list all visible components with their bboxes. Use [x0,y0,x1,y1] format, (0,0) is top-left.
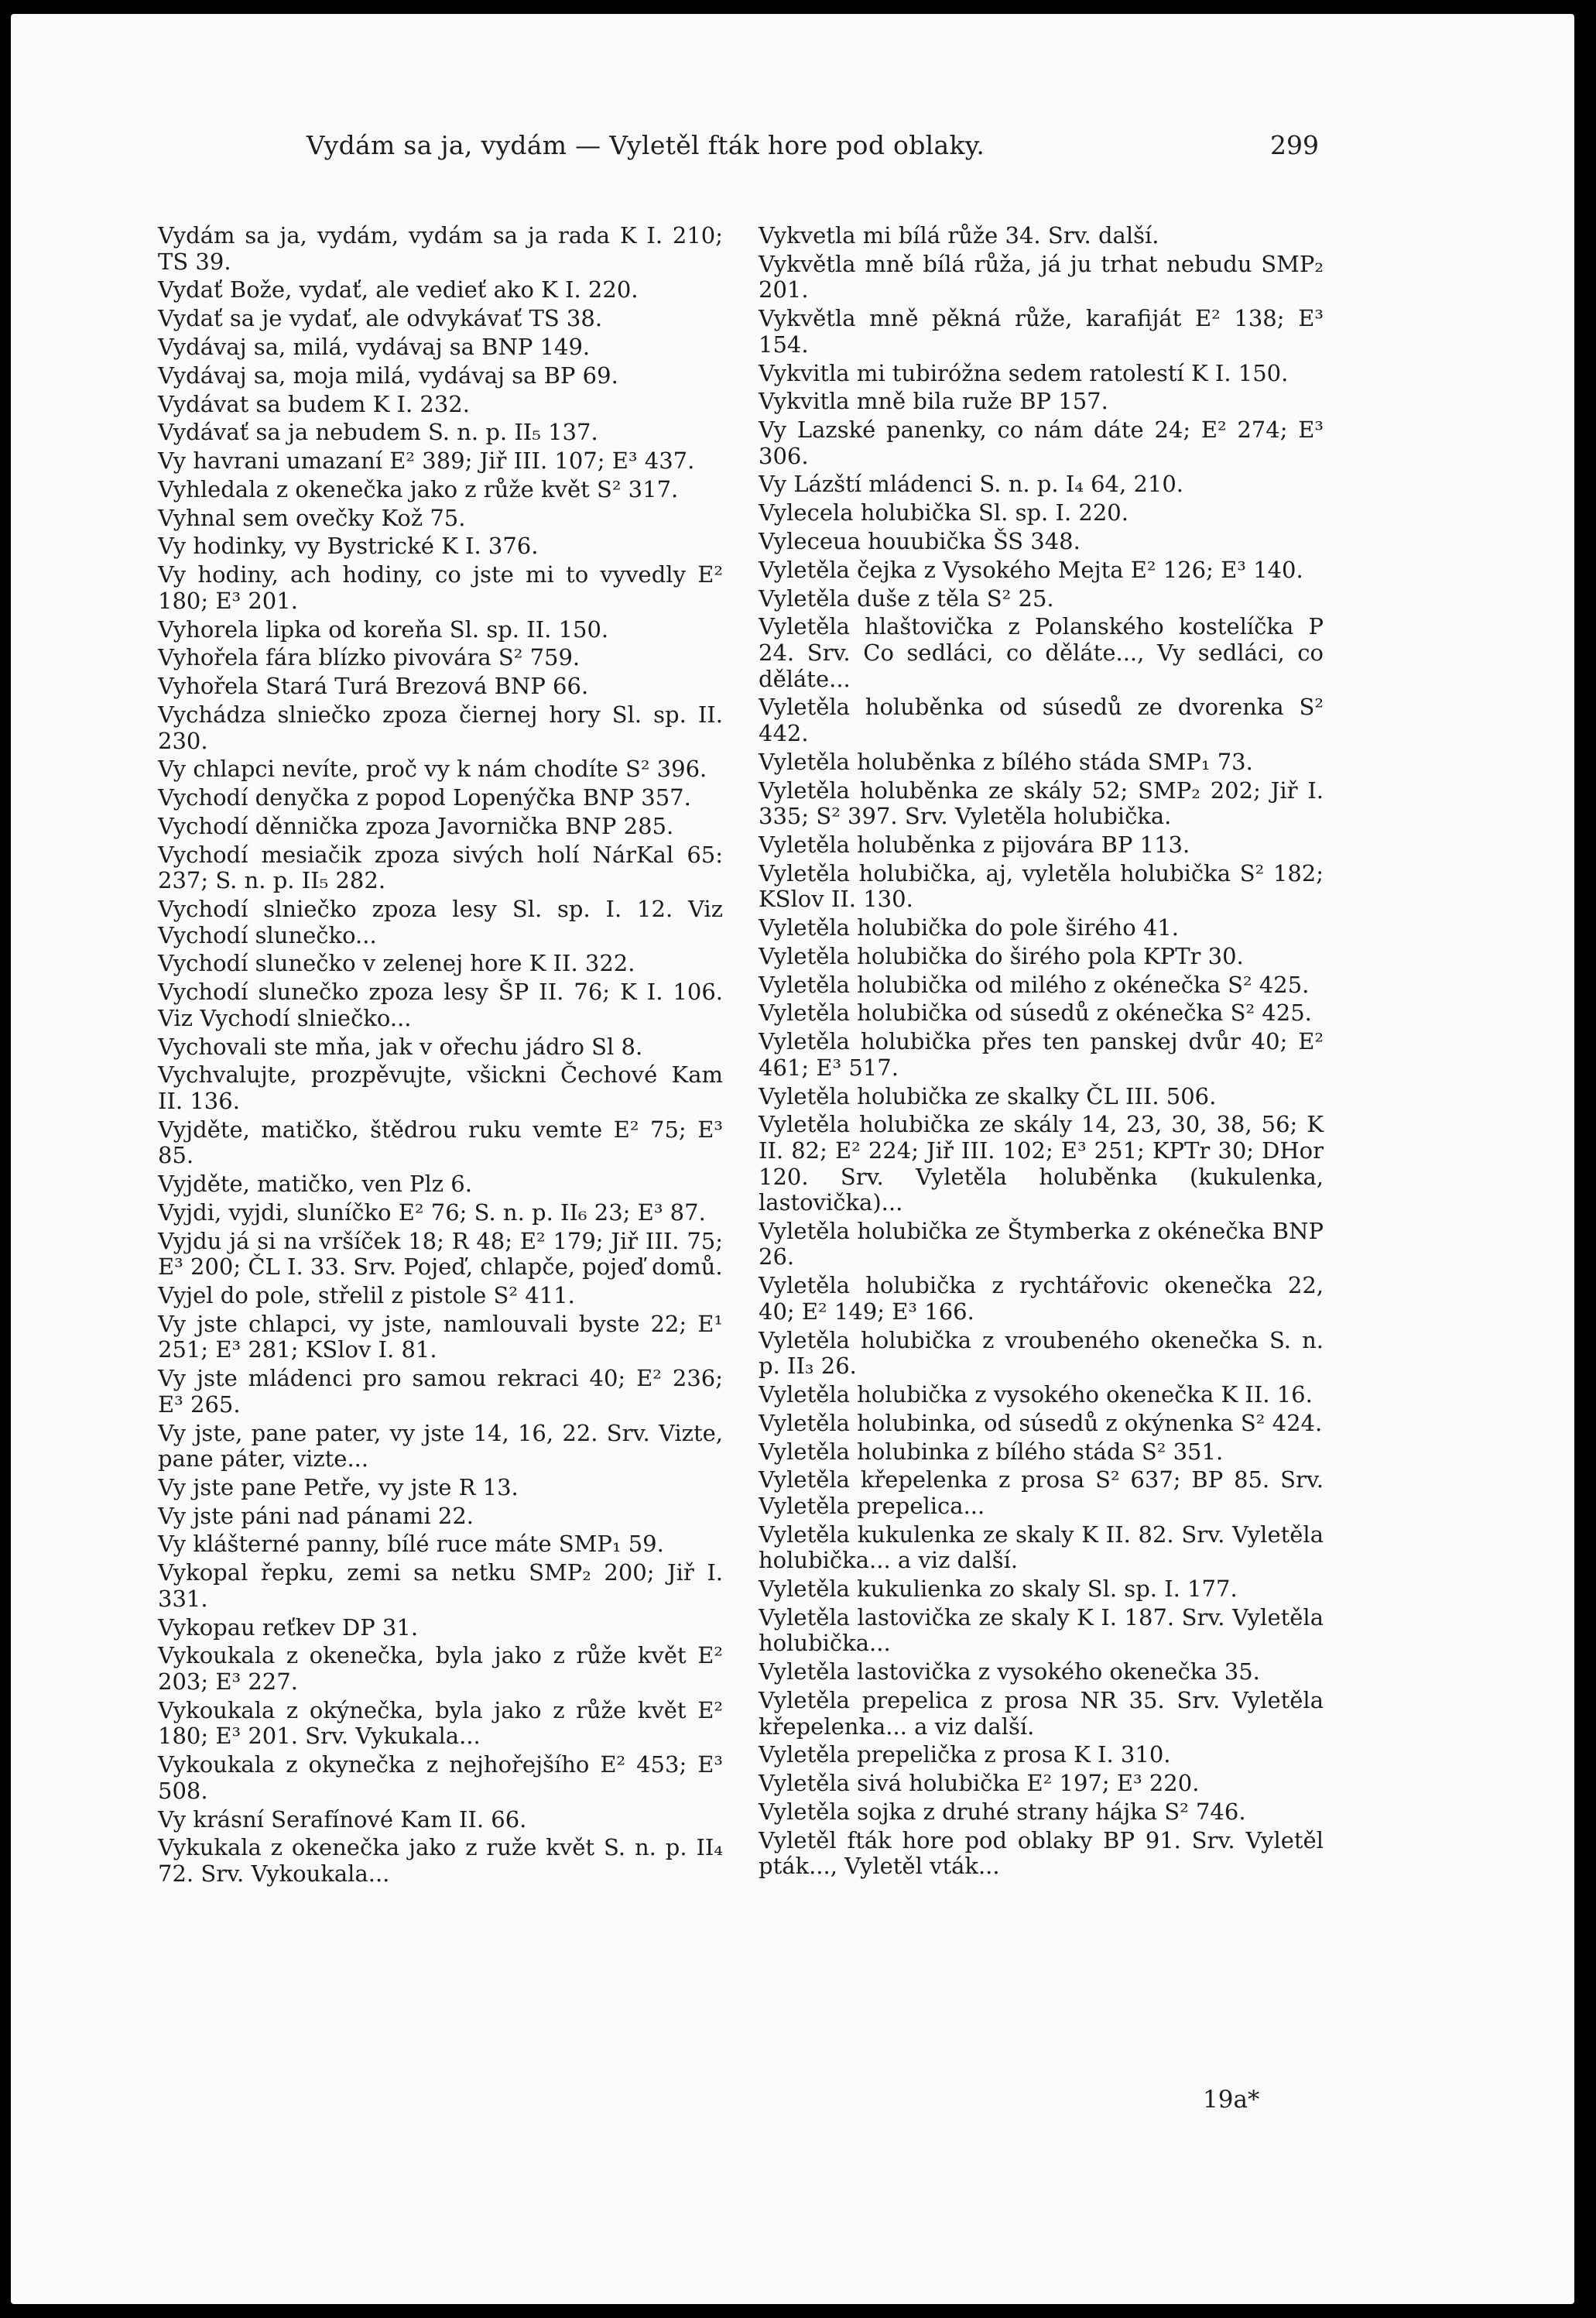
index-entry: Vyletěla holubička od milého z okénečka S² 425. [759,971,1310,998]
index-entry: Vy krásní Serafínové Kam II. 66. [158,1805,527,1833]
index-entry: Vyletěla holuběnka z bílého stáda SMP₁ 73. [759,748,1253,775]
index-entry: Vykvětla mně pěkná růže, karafiját E² 138; E³ 154. [759,305,1324,358]
index-entry: Vykvitla mně bila ruže BP 157. [759,388,1108,415]
index-entry: Vyjděte, matičko, ven Plz 6. [158,1171,472,1198]
index-entry: Vyletěla kukulenka ze skaly K II. 82. Srv. Vyletěla holubička... a viz další. [759,1521,1324,1574]
index-entry: Vyletěla holubinka, od súsedů z okýnenka S² 424. [759,1409,1323,1436]
index-entry: Vychovali ste mňa, jak v ořechu jádro Sl 8. [158,1033,643,1060]
index-entry: Vy hodiny, ach hodiny, co jste mi to vyvedly E² 180; E³ 201. [158,561,723,614]
index-entry: Vyletěla holubička, aj, vyletěla holubička S² 182; KSlov II. 130. [759,859,1324,913]
index-entry: Vydávat sa budem K I. 232. [158,390,470,417]
index-entry: Vykvětla mně bílá růža, já ju trhat nebudu SMP₂ 201. [759,250,1324,303]
index-entry: Vyletěla holuběnka od súsedů ze dvorenka S² 442. [759,694,1324,746]
index-entry: Vy jste páni nad pánami 22. [158,1502,474,1529]
index-entry: Vychodí denyčka z popod Lopenýčka BNP 357. [158,784,691,811]
index-entry: Vy jste chlapci, vy jste, namlouvali byste 22; E¹ 251; E³ 281; KSlov I. 81. [158,1310,723,1363]
index-entry: Vyletěla sivá holubička E² 197; E³ 220. [759,1770,1200,1797]
index-entry: Vykvitla mi tubiróžna sedem ratolestí K I. 150. [759,359,1289,386]
index-entry: Vy chlapci nevíte, proč vy k nám chodíte S² 396. [158,756,707,783]
index-entry: Vyletěla holuběnka ze skály 52; SMP₂ 202; Jiř I. 335; S² 397. Srv. Vyletěla holubička. [759,777,1324,830]
index-entry: Vyleceua houubička ŠS 348. [759,528,1081,555]
index-entry: Vydať sa je vydať, ale odvykávať TS 38. [158,305,603,332]
index-entry: Vyhořela fára blízko pivovára S² 759. [158,644,581,671]
index-entry: Vyletěl fták hore pod oblaky BP 91. Srv. Vyletěl pták..., Vyletěl vták... [759,1826,1324,1880]
index-entry: Vy jste mládenci pro samou rekraci 40; E² 236; E³ 265. [158,1365,723,1418]
index-entry: Vyjdu já si na vršíček 18; R 48; E² 179; Jiř III. 75; E³ 200; ČL I. 33. Srv. Pojeď, chlapče, pojeď domů. [158,1227,723,1281]
right-column [759,223,1324,1882]
index-entry: Vy jste, pane pater, vy jste 14, 16, 22. Srv. Vizte, pane páter, vizte... [158,1419,723,1473]
index-entry: Vyhořela Stará Turá Brezová BNP 66. [158,673,589,700]
index-entry: Vydávaj sa, moja milá, vydávaj sa BP 69. [158,362,618,389]
index-entry: Vyjel do pole, střelil z pistole S² 411. [158,1282,575,1308]
index-entry: Vykopal řepku, zemi sa netku SMP₂ 200; Jiř I. 331. [158,1559,723,1612]
index-entry: Vykvetla mi bílá růže 34. Srv. další. [759,222,1159,249]
index-entry: Vyletěla holubička od súsedů z okénečka S² 425. [759,1000,1312,1027]
index-entry: Vy hodinky, vy Bystrické K I. 376. [158,533,539,560]
index-entry: Vylecela holubička Sl. sp. I. 220. [759,499,1129,526]
index-entry: Vyletěla holuběnka z pijovára BP 113. [759,831,1190,858]
index-entry: Vy jste pane Petře, vy jste R 13. [158,1473,519,1500]
index-entry: Vyletěla holubička do pole širého 41. [759,914,1180,941]
index-entry: Vyletěla prepelica z prosa NR 35. Srv. Vyletěla křepelenka... a viz další. [759,1687,1324,1740]
index-entry: Vyletěla holubička přes ten panskej dvůr 40; E² 461; E³ 517. [759,1028,1324,1081]
index-entry: Vyletěla lastovička ze skaly K I. 187. Srv. Vyletěla holubička... [759,1603,1324,1657]
index-entry: Vychodí mesiačik zpoza sivých holí NárKal 65: 237; S. n. p. II₅ 282. [158,841,723,894]
index-entry: Vyletěla holubička z vroubeného okenečka S. n. p. II₃ 26. [759,1326,1324,1380]
index-entry: Vydať Bože, vydať, ale vedieť ako K I. 220. [158,276,639,303]
running-title: Vydám sa ja, vydám — Vyletěl fták hore pod oblaky. [306,130,985,160]
index-entry: Vy klášterné panny, bílé ruce máte SMP₁ 59. [158,1531,664,1558]
index-entry: Vykoukala z okýnečka, byla jako z růže květ E² 180; E³ 201. Srv. Vykukala... [158,1696,723,1750]
index-entry: Vy Lazské panenky, co nám dáte 24; E² 274; E³ 306. [759,417,1324,469]
index-entry: Vyjdi, vyjdi, sluníčko E² 76; S. n. p. II₆ 23; E³ 87. [158,1198,706,1226]
index-entry: Vy Lázští mládenci S. n. p. I₄ 64, 210. [759,471,1184,498]
index-entry: Vyletěla holubička do širého pola KPTr 30. [759,942,1244,969]
index-entry: Vy havrani umazaní E² 389; Jiř III. 107; E³ 437. [158,447,695,475]
index-entry: Vykopau reťkev DP 31. [158,1613,419,1641]
index-entry: Vychodí slniečko zpoza lesy Sl. sp. I. 12. Viz Vychodí slunečko... [158,896,723,948]
index-entry: Vyletěla duše z těla S² 25. [759,585,1054,612]
page-number: 299 [1270,130,1319,160]
index-entry: Vyletěla holubička z vysokého okenečka K II. 16. [759,1381,1313,1408]
index-entry: Vychodí slunečko v zelenej hore K II. 322. [158,950,635,977]
index-entry: Vyletěla holubička ze Štymberka z okénečka BNP 26. [759,1217,1324,1270]
index-entry: Vyhnal sem ovečky Kož 75. [158,504,466,531]
index-entry: Vyletěla lastovička z vysokého okenečka 35. [759,1658,1260,1685]
index-entry: Vyletěla kukulienka zo skaly Sl. sp. I. 177. [759,1576,1238,1603]
index-entry: Vykoukala z okynečka z nejhořejšího E² 453; E³ 508. [158,1751,723,1804]
index-entry: Vychvalujte, prozpěvujte, všickni Čechové Kam II. 136. [158,1061,723,1114]
index-entry: Vyletěla sojka z druhé strany hájka S² 746. [759,1798,1246,1825]
index-entry: Vyjděte, matičko, štědrou ruku vemte E² 75; E³ 85. [158,1116,723,1169]
index-entry: Vyletěla prepelička z prosa K I. 310. [759,1741,1171,1768]
index-entry: Vyletěla holubička z rychtářovic okenečka 22, 40; E² 149; E³ 166. [759,1272,1324,1325]
index-entry: Vychodí děnnička zpoza Javornička BNP 285. [158,812,674,839]
index-entry: Vykoukala z okenečka, byla jako z růže květ E² 203; E³ 227. [158,1642,723,1695]
index-entry: Vyletěla hlaštovička z Polanského kostelíčka P 24. Srv. Co sedláci, co děláte..., Vy sedláci, co děláte... [759,613,1324,692]
index-entry: Vyletěla holubička ze skály 14, 23, 30, 38, 56; K II. 82; E² 224; Jiř III. 102; E³ 251; KPTr 30; DHor 120. Srv. Vyletěla holuběnka (kukulenka, lastovička)... [759,1111,1324,1216]
index-entry: Vychodí slunečko zpoza lesy ŠP II. 76; K I. 106. Viz Vychodí slniečko... [158,979,723,1031]
index-entry: Vyletěla křepelenka z prosa S² 637; BP 85. Srv. Vyletěla prepelica... [759,1466,1324,1519]
index-entry: Vydávať sa ja nebudem S. n. p. II₅ 137. [158,419,598,446]
index-entry: Vyletěla holubinka z bílého stáda S² 351. [759,1438,1224,1465]
index-entry: Vychádza slniečko zpoza čiernej hory Sl. sp. II. 230. [158,701,723,754]
index-entry: Vyletěla čejka z Vysokého Mejta E² 126; E³ 140. [759,556,1303,583]
index-entry: Vykukala z okenečka jako z ruže květ S. n. p. II₄ 72. Srv. Vykoukala... [158,1834,723,1887]
index-entry: Vydávaj sa, milá, vydávaj sa BNP 149. [158,333,591,360]
index-entry: Vydám sa ja, vydám, vydám sa ja rada K I. 210; TS 39. [158,222,723,275]
index-entry: Vyhledala z okenečka jako z růže květ S² 317. [158,475,679,502]
left-column [158,223,723,1890]
book-page [11,14,1574,2304]
signature-mark: 19a* [1203,2086,1260,2114]
index-entry: Vyletěla holubička ze skalky ČL III. 506. [759,1082,1217,1109]
index-entry: Vyhorela lipka od koreňa Sl. sp. II. 150. [158,616,609,643]
